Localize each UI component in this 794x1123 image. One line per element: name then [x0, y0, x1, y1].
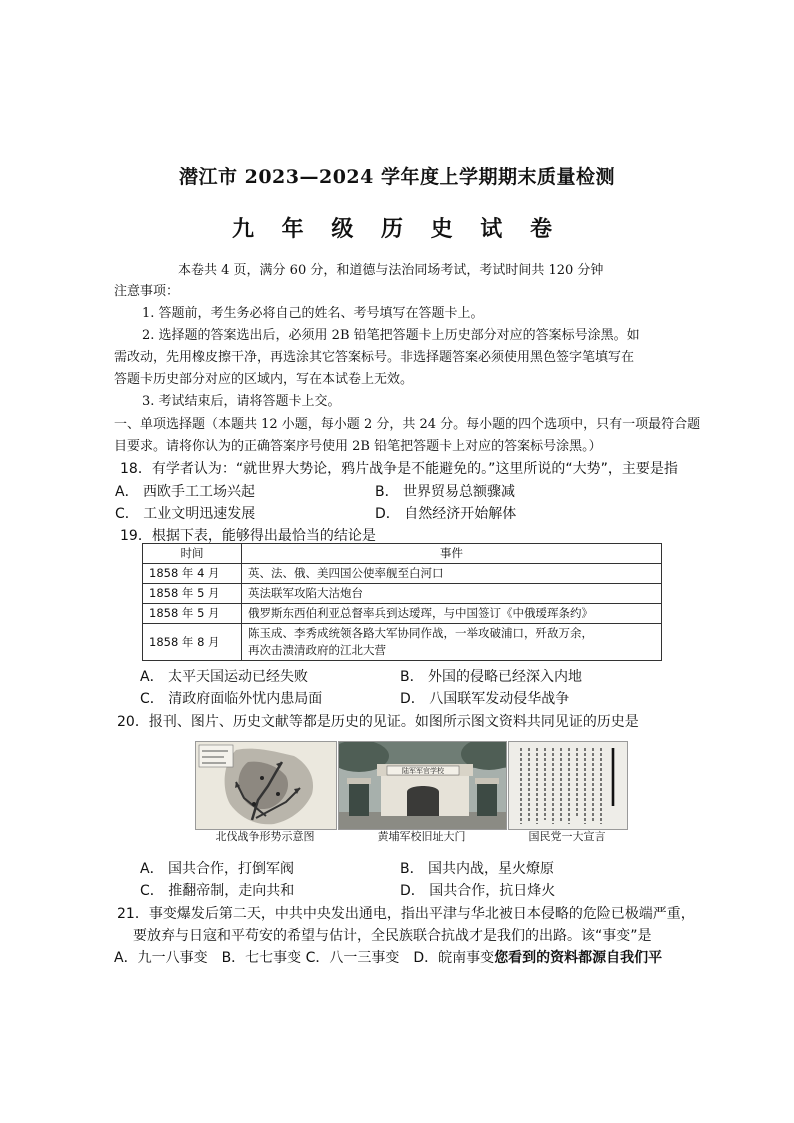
exam-subtitle: 九 年 级 历 史 试 卷 — [232, 216, 562, 242]
img1-caption: 北伐战争形势示意图 — [215, 830, 315, 843]
q20-option-d: D． 国共合作，抗日烽火 — [400, 883, 556, 899]
section-1-line-1: 一、单项选择题（本题共 12 小题，每小题 2 分，共 24 分。每小题的四个选项中，只有一项最符合题 — [114, 417, 701, 432]
note-1: 1. 答题前，考生务必将自己的姓名、考号填写在答题卡上。 — [142, 306, 484, 321]
q21-options: A．九一八事变 B．七七事变 C．八一三事变 D．皖南事变 — [114, 950, 495, 966]
gate-photo-icon — [339, 742, 506, 829]
table-cell-time: 1858 年 5 月 — [143, 584, 242, 604]
q21-stem-line-2: 要放弃与日寇和平苟安的希望与估计，全民族联合抗战才是我们的出路。该“事变”是 — [133, 928, 652, 944]
table-cell-event: 英、法、俄、美四国公使率舰至白河口 — [242, 564, 662, 584]
q21-options-line — [114, 947, 662, 967]
q21-stem-line-1: 21．事变爆发后第二天，中共中央发出通电，指出平津与华北被日本侵略的危险已极端严重， — [117, 906, 695, 922]
q18-option-a: A． 西欧手工工场兴起 — [115, 484, 256, 500]
q18-stem: 18．有学者认为：“就世界大势论，鸦片战争是不能避免的。”这里所说的“大势”，主要是指 — [120, 461, 678, 477]
q20-option-a: A． 国共合作，打倒军阀 — [140, 861, 295, 877]
q18-option-b: B． 世界贸易总额骤减 — [375, 484, 516, 500]
note-2-line-3: 答题卡历史部分对应的区域内，写在本试卷上无效。 — [114, 372, 414, 387]
exam-title: 潜江市 2023—2024 学年度上学期期末质量检测 — [179, 166, 615, 188]
northern-expedition-map-image — [195, 741, 337, 830]
table-cell-event-line-2: 再次击溃清政府的江北大营 — [248, 643, 386, 657]
img2-caption: 黄埔军校旧址大门 — [377, 830, 466, 843]
q20-stem: 20．报刊、图片、历史文献等都是历史的见证。如图所示图文资料共同见证的历史是 — [117, 714, 639, 730]
q19-option-b: B． 外国的侵略已经深入内地 — [400, 669, 583, 685]
table-row — [143, 564, 662, 584]
q19-events-table — [142, 543, 662, 661]
trailing-watermark-text: 您看到的资料都源自我们平 — [494, 950, 663, 966]
whampoa-gate-image — [338, 741, 507, 830]
kmt-manifesto-image — [508, 741, 628, 830]
note-2-line-1: 2. 选择题的答案选出后，必须用 2B 铅笔把答题卡上历史部分对应的答案标号涂黑。如 — [142, 328, 640, 343]
q18-option-c: C． 工业文明迅速发展 — [115, 506, 256, 522]
map-icon — [196, 742, 336, 829]
q20-option-b: B． 国共内战，星火燎原 — [400, 861, 555, 877]
table-cell-event — [242, 624, 662, 661]
table-cell-time: 1858 年 5 月 — [143, 604, 242, 624]
table-cell-time: 1858 年 4 月 — [143, 564, 242, 584]
table-row — [143, 604, 662, 624]
section-1-line-2: 目要求。请将你认为的正确答案序号使用 2B 铅笔把答题卡上对应的答案标号涂黑。） — [114, 439, 602, 454]
table-row — [143, 624, 662, 661]
note-3: 3. 考试结束后，请将答题卡上交。 — [142, 394, 341, 409]
note-2-line-2: 需改动，先用橡皮擦干净，再选涂其它答案标号。非选择题答案必须使用黑色签字笔填写在 — [114, 350, 635, 365]
q20-option-c: C． 推翻帝制，走向共和 — [140, 883, 295, 899]
q19-option-d: D． 八国联军发动侵华战争 — [400, 691, 570, 707]
q19-option-a: A． 太平天国运动已经失败 — [140, 669, 309, 685]
table-cell-event-line-1: 陈玉成、李秀成统领各路大军协同作战，一举攻破浦口，歼敌万余， — [248, 626, 593, 640]
document-icon — [509, 742, 627, 829]
exam-info: 本卷共 4 页，满分 60 分，和道德与法治同场考试，考试时间共 120 分钟 — [178, 263, 604, 278]
q19-option-c: C． 清政府面临外忧内患局面 — [140, 691, 323, 707]
table-cell-event: 英法联军攻陷大沽炮台 — [242, 584, 662, 604]
q19-stem: 19．根据下表，能够得出最恰当的结论是 — [120, 528, 376, 544]
svg-text:陆军军官学校: 陆军军官学校 — [402, 767, 444, 775]
table-header-time: 时间 — [143, 544, 242, 564]
table-cell-time: 1858 年 8 月 — [143, 624, 242, 661]
table-header-event: 事件 — [242, 544, 662, 564]
table-row — [143, 584, 662, 604]
notes-heading: 注意事项： — [114, 284, 180, 299]
table-header-row — [143, 544, 662, 564]
q18-option-d: D． 自然经济开始解体 — [375, 506, 517, 522]
img3-caption: 国民党一大宣言 — [528, 830, 606, 843]
table-cell-event: 俄罗斯东西伯利亚总督率兵到达瑷珲，与中国签订《中俄瑷珲条约》 — [242, 604, 662, 624]
